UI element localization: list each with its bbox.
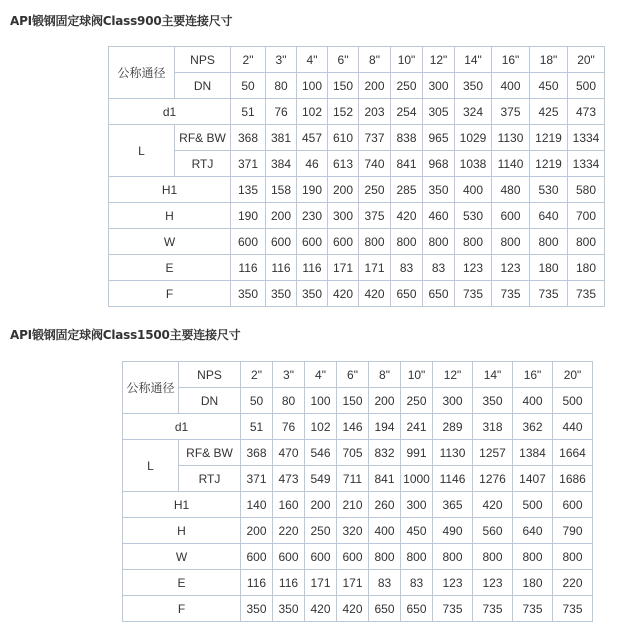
table-cell: 705: [337, 440, 369, 466]
table-cell: 470: [273, 440, 305, 466]
table-cell: 800: [530, 229, 568, 255]
table-cell: 600: [273, 544, 305, 570]
table-cell: 250: [359, 177, 391, 203]
table-cell: 700: [568, 203, 605, 229]
table-cell: 968: [423, 151, 455, 177]
table-cell: 116: [231, 255, 266, 281]
table-cell: 250: [401, 388, 433, 414]
table-cell: 289: [433, 414, 473, 440]
table-cell: 12": [433, 362, 473, 388]
table-cell: 350: [473, 388, 513, 414]
row-label: d1: [109, 99, 231, 125]
table-cell: 800: [473, 544, 513, 570]
table-cell: 1029: [455, 125, 492, 151]
table-cell: 400: [455, 177, 492, 203]
table-row: [109, 99, 605, 125]
l-group-cell: L: [123, 440, 179, 492]
table-cell: 14": [455, 47, 492, 73]
l-group-cell: L: [109, 125, 175, 177]
row-label: RTJ: [179, 466, 241, 492]
table-cell: 16": [492, 47, 530, 73]
table-cell: 318: [473, 414, 513, 440]
table-cell: 1130: [433, 440, 473, 466]
table-cell: 365: [433, 492, 473, 518]
table-cell: 260: [369, 492, 401, 518]
table-cell: 490: [433, 518, 473, 544]
table-cell: 135: [231, 177, 266, 203]
table-cell: 735: [492, 281, 530, 307]
table-row: [123, 362, 593, 388]
table-cell: 200: [328, 177, 359, 203]
table-cell: 640: [513, 518, 553, 544]
table-cell: 800: [369, 544, 401, 570]
row-label: NPS: [179, 362, 241, 388]
class900-dimension-table: [108, 46, 605, 307]
table-cell: 800: [391, 229, 423, 255]
table-cell: 300: [401, 492, 433, 518]
table-cell: 200: [359, 73, 391, 99]
table-cell: 381: [266, 125, 297, 151]
table-cell: 735: [433, 596, 473, 622]
row-label: DN: [175, 73, 231, 99]
table-cell: 300: [433, 388, 473, 414]
table-cell: 600: [241, 544, 273, 570]
table-cell: 171: [337, 570, 369, 596]
table-cell: 10": [401, 362, 433, 388]
table-cell: 400: [369, 518, 401, 544]
table-cell: 350: [231, 281, 266, 307]
table-cell: 190: [231, 203, 266, 229]
table-cell: 368: [241, 440, 273, 466]
table-row: [123, 544, 593, 570]
table-cell: 735: [473, 596, 513, 622]
table-cell: 80: [273, 388, 305, 414]
table-cell: 350: [297, 281, 328, 307]
table-cell: 8": [359, 47, 391, 73]
table-cell: 841: [369, 466, 401, 492]
table-cell: 350: [423, 177, 455, 203]
table-cell: 241: [401, 414, 433, 440]
table-cell: 650: [401, 596, 433, 622]
table-cell: 740: [359, 151, 391, 177]
table-cell: 200: [241, 518, 273, 544]
table-cell: 480: [492, 177, 530, 203]
table-cell: 150: [337, 388, 369, 414]
table-cell: 1038: [455, 151, 492, 177]
table-row: [123, 518, 593, 544]
table-cell: 530: [455, 203, 492, 229]
table-cell: 194: [369, 414, 401, 440]
table-cell: 180: [530, 255, 568, 281]
row-label: W: [109, 229, 231, 255]
table-cell: 1384: [513, 440, 553, 466]
table-cell: 580: [568, 177, 605, 203]
row-label: RTJ: [175, 151, 231, 177]
table-cell: 6": [328, 47, 359, 73]
row-label: NPS: [175, 47, 231, 73]
table-cell: 800: [359, 229, 391, 255]
table-cell: 171: [305, 570, 337, 596]
table-cell: 420: [305, 596, 337, 622]
table-cell: 473: [568, 99, 605, 125]
table-cell: 220: [553, 570, 593, 596]
table-row: [123, 414, 593, 440]
row-label: W: [123, 544, 241, 570]
table-row: [109, 151, 605, 177]
table-cell: 76: [273, 414, 305, 440]
table-cell: 102: [305, 414, 337, 440]
table-cell: 1219: [530, 151, 568, 177]
table-cell: 800: [568, 229, 605, 255]
table-cell: 150: [328, 73, 359, 99]
table-row: [123, 440, 593, 466]
row-label: H: [123, 518, 241, 544]
row-label: F: [109, 281, 231, 307]
table-cell: 116: [273, 570, 305, 596]
table-cell: 420: [473, 492, 513, 518]
table-cell: 350: [266, 281, 297, 307]
table-cell: 250: [391, 73, 423, 99]
table-cell: 650: [369, 596, 401, 622]
table-cell: 160: [273, 492, 305, 518]
table-row: [123, 596, 593, 622]
table-cell: 324: [455, 99, 492, 125]
table-cell: 4": [305, 362, 337, 388]
table-cell: 400: [492, 73, 530, 99]
table-cell: 51: [231, 99, 266, 125]
table-cell: 384: [266, 151, 297, 177]
table-cell: 190: [297, 177, 328, 203]
group-header-cell: 公称通径: [109, 47, 175, 99]
table-cell: 640: [530, 203, 568, 229]
table-cell: 735: [568, 281, 605, 307]
table-cell: 83: [391, 255, 423, 281]
table-cell: 371: [241, 466, 273, 492]
table-cell: 1257: [473, 440, 513, 466]
table-cell: 832: [369, 440, 401, 466]
table-cell: 116: [297, 255, 328, 281]
table-cell: 6": [337, 362, 369, 388]
table-cell: 450: [530, 73, 568, 99]
table-cell: 200: [369, 388, 401, 414]
table-cell: 600: [337, 544, 369, 570]
table-cell: 1140: [492, 151, 530, 177]
table-cell: 171: [359, 255, 391, 281]
table2-title: API锻钢固定球阀Class1500主要连接尺寸: [10, 328, 241, 342]
table-cell: 46: [297, 151, 328, 177]
table-cell: 116: [241, 570, 273, 596]
table-cell: 500: [553, 388, 593, 414]
table-cell: 735: [455, 281, 492, 307]
table-cell: 200: [305, 492, 337, 518]
table-row: [123, 492, 593, 518]
table-cell: 800: [433, 544, 473, 570]
table-cell: 546: [305, 440, 337, 466]
table-cell: 250: [305, 518, 337, 544]
table-cell: 1664: [553, 440, 593, 466]
table-cell: 420: [337, 596, 369, 622]
table-cell: 375: [492, 99, 530, 125]
table-cell: 800: [455, 229, 492, 255]
table-row: [109, 125, 605, 151]
table-cell: 790: [553, 518, 593, 544]
table-cell: 83: [401, 570, 433, 596]
table-cell: 500: [568, 73, 605, 99]
table-cell: 2": [241, 362, 273, 388]
table-cell: 305: [423, 99, 455, 125]
table-cell: 650: [391, 281, 423, 307]
table-cell: 16": [513, 362, 553, 388]
table-cell: 76: [266, 99, 297, 125]
table-cell: 530: [530, 177, 568, 203]
table-cell: 180: [568, 255, 605, 281]
table-cell: 735: [513, 596, 553, 622]
table-cell: 800: [401, 544, 433, 570]
table-cell: 180: [513, 570, 553, 596]
table-cell: 203: [359, 99, 391, 125]
table-cell: 123: [433, 570, 473, 596]
table-cell: 102: [297, 99, 328, 125]
table-cell: 171: [328, 255, 359, 281]
table-cell: 600: [231, 229, 266, 255]
table-cell: 146: [337, 414, 369, 440]
table-cell: 100: [305, 388, 337, 414]
table-cell: 18": [530, 47, 568, 73]
table-cell: 2": [231, 47, 266, 73]
table-cell: 220: [273, 518, 305, 544]
row-label: H1: [109, 177, 231, 203]
table-cell: 371: [231, 151, 266, 177]
table-cell: 600: [328, 229, 359, 255]
table-cell: 800: [492, 229, 530, 255]
table-row: [123, 466, 593, 492]
table-cell: 610: [328, 125, 359, 151]
table-cell: 158: [266, 177, 297, 203]
table-cell: 123: [473, 570, 513, 596]
table-cell: 123: [492, 255, 530, 281]
row-label: d1: [123, 414, 241, 440]
table-cell: 3": [273, 362, 305, 388]
table-cell: 1000: [401, 466, 433, 492]
table-row: [123, 388, 593, 414]
table-row: [109, 177, 605, 203]
table-cell: 800: [553, 544, 593, 570]
table-cell: 116: [266, 255, 297, 281]
table-cell: 1334: [568, 125, 605, 151]
table-cell: 230: [297, 203, 328, 229]
table-cell: 200: [266, 203, 297, 229]
table-cell: 100: [297, 73, 328, 99]
table-cell: 420: [359, 281, 391, 307]
table-cell: 254: [391, 99, 423, 125]
row-label: RF& BW: [179, 440, 241, 466]
row-label: DN: [179, 388, 241, 414]
table-cell: 320: [337, 518, 369, 544]
table-cell: 14": [473, 362, 513, 388]
table-cell: 20": [568, 47, 605, 73]
table-cell: 473: [273, 466, 305, 492]
table-cell: 735: [530, 281, 568, 307]
table-cell: 123: [455, 255, 492, 281]
table-cell: 51: [241, 414, 273, 440]
table-cell: 425: [530, 99, 568, 125]
table-cell: 350: [273, 596, 305, 622]
table-row: [109, 229, 605, 255]
table-cell: 1686: [553, 466, 593, 492]
group-header-cell: 公称通径: [123, 362, 179, 414]
table-cell: 600: [297, 229, 328, 255]
table-cell: 735: [553, 596, 593, 622]
row-label: H1: [123, 492, 241, 518]
table-cell: 140: [241, 492, 273, 518]
table-cell: 800: [423, 229, 455, 255]
row-label: F: [123, 596, 241, 622]
table-cell: 841: [391, 151, 423, 177]
table-cell: 8": [369, 362, 401, 388]
table-cell: 368: [231, 125, 266, 151]
table-cell: 350: [455, 73, 492, 99]
table-cell: 12": [423, 47, 455, 73]
table-cell: 83: [423, 255, 455, 281]
table-cell: 400: [513, 388, 553, 414]
table-cell: 300: [328, 203, 359, 229]
table-cell: 285: [391, 177, 423, 203]
table-cell: 3": [266, 47, 297, 73]
table-cell: 600: [492, 203, 530, 229]
table-cell: 1146: [433, 466, 473, 492]
table-cell: 210: [337, 492, 369, 518]
table-cell: 800: [513, 544, 553, 570]
table-cell: 1334: [568, 151, 605, 177]
table-row: [109, 47, 605, 73]
row-label: E: [123, 570, 241, 596]
table-cell: 600: [305, 544, 337, 570]
table-cell: 1219: [530, 125, 568, 151]
table-cell: 350: [241, 596, 273, 622]
table-cell: 4": [297, 47, 328, 73]
table-cell: 10": [391, 47, 423, 73]
table-cell: 600: [266, 229, 297, 255]
class1500-dimension-table: [122, 361, 593, 622]
table-cell: 152: [328, 99, 359, 125]
table-cell: 300: [423, 73, 455, 99]
table-cell: 83: [369, 570, 401, 596]
table-row: [109, 73, 605, 99]
table-cell: 457: [297, 125, 328, 151]
table-cell: 600: [553, 492, 593, 518]
table-cell: 460: [423, 203, 455, 229]
table-cell: 375: [359, 203, 391, 229]
table-cell: 965: [423, 125, 455, 151]
table-row: [109, 281, 605, 307]
table-cell: 450: [401, 518, 433, 544]
table-cell: 420: [328, 281, 359, 307]
table-cell: 440: [553, 414, 593, 440]
table-cell: 80: [266, 73, 297, 99]
table-cell: 50: [231, 73, 266, 99]
table-cell: 711: [337, 466, 369, 492]
table-cell: 500: [513, 492, 553, 518]
table-cell: 549: [305, 466, 337, 492]
table-cell: 838: [391, 125, 423, 151]
table1-title: API锻钢固定球阀Class900主要连接尺寸: [10, 14, 233, 28]
row-label: E: [109, 255, 231, 281]
table-cell: 420: [391, 203, 423, 229]
row-label: H: [109, 203, 231, 229]
table-cell: 1130: [492, 125, 530, 151]
table-cell: 1407: [513, 466, 553, 492]
table-cell: 650: [423, 281, 455, 307]
table-row: [109, 203, 605, 229]
table-cell: 560: [473, 518, 513, 544]
table-cell: 20": [553, 362, 593, 388]
table-row: [109, 255, 605, 281]
table-cell: 50: [241, 388, 273, 414]
table-cell: 1276: [473, 466, 513, 492]
table-cell: 991: [401, 440, 433, 466]
table-cell: 737: [359, 125, 391, 151]
row-label: RF& BW: [175, 125, 231, 151]
table-cell: 362: [513, 414, 553, 440]
table-row: [123, 570, 593, 596]
table-cell: 613: [328, 151, 359, 177]
